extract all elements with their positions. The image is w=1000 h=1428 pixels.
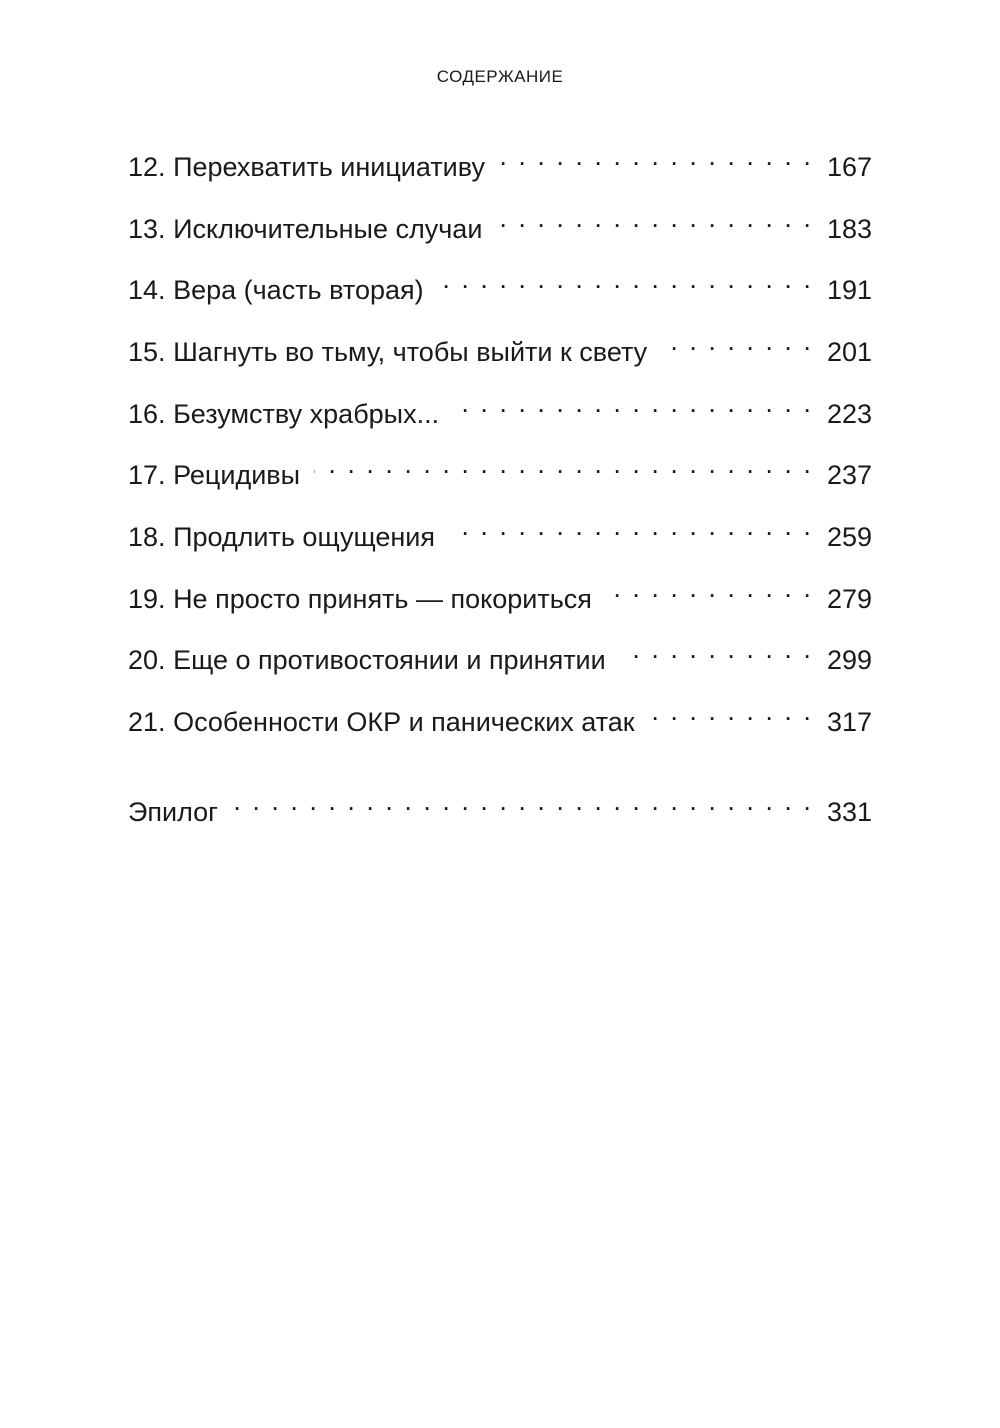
toc-entry	[128, 568, 872, 614]
toc-entry-title: Перехватить инициативу	[173, 152, 486, 182]
dot-leader	[620, 629, 813, 669]
toc-entry	[128, 383, 872, 429]
toc-entry-page: 259	[826, 522, 872, 552]
dot-leader	[649, 691, 813, 731]
toc-entry	[128, 321, 872, 367]
dot-leader	[496, 198, 813, 238]
toc-entry-page: 223	[826, 399, 872, 429]
toc-entry-page: 299	[826, 645, 872, 675]
toc-entry	[128, 506, 872, 552]
toc-entry	[128, 136, 872, 182]
dot-leader	[606, 568, 813, 608]
toc-entry-page: 317	[826, 707, 872, 737]
toc-entry-page: 191	[826, 275, 872, 305]
toc-entry-title: Не просто принять — покориться	[173, 584, 592, 614]
toc-entry-epilogue	[128, 781, 872, 827]
toc-entry-title: Исключительные случаи	[173, 214, 483, 244]
toc-entry-page: 331	[826, 797, 872, 827]
toc-entry-title: Продлить ощущения	[173, 522, 436, 552]
toc-entry-number: 18.	[128, 522, 166, 552]
toc-entry-page: 237	[826, 460, 872, 490]
toc-entry-number: 21.	[128, 707, 166, 737]
toc-entry-page: 183	[826, 214, 872, 244]
dot-leader	[438, 259, 813, 299]
dot-leader	[449, 506, 813, 546]
toc-entry-number: 15.	[128, 337, 166, 367]
toc-entry-page: 201	[826, 337, 872, 367]
toc-entry-page: 279	[826, 584, 872, 614]
toc-entry-title: Вера (часть вторая)	[173, 275, 424, 305]
toc-entry	[128, 198, 872, 244]
toc-entry-number: 14.	[128, 275, 166, 305]
toc-entry	[128, 629, 872, 675]
toc-entry-number: 20.	[128, 645, 166, 675]
toc-entry-title: Эпилог	[128, 797, 219, 827]
toc-entry-number: 12.	[128, 152, 166, 182]
toc-entry-title: Особенности ОКР и панических атак	[173, 707, 635, 737]
toc-entry-title: Безумству храбрых...	[173, 399, 440, 429]
dot-leader	[453, 383, 813, 423]
dot-leader	[314, 444, 813, 484]
toc-entry-number: 16.	[128, 399, 166, 429]
dot-leader	[661, 321, 813, 361]
dot-leader	[232, 781, 813, 821]
toc-entry	[128, 259, 872, 305]
toc-entry-title: Еще о противостоянии и принятии	[173, 645, 606, 675]
toc-entry-number: 13.	[128, 214, 166, 244]
toc-entry-title: Рецидивы	[173, 460, 301, 490]
toc-entry-page: 167	[826, 152, 872, 182]
toc-entry-number: 17.	[128, 460, 166, 490]
dot-leader	[499, 136, 813, 176]
toc-entry-number: 19.	[128, 584, 166, 614]
page-header: СОДЕРЖАНИЕ	[436, 67, 564, 86]
toc-entry	[128, 691, 872, 737]
toc-entry	[128, 444, 872, 490]
toc-entry-title: Шагнуть во тьму, чтобы выйти к свету	[173, 337, 648, 367]
